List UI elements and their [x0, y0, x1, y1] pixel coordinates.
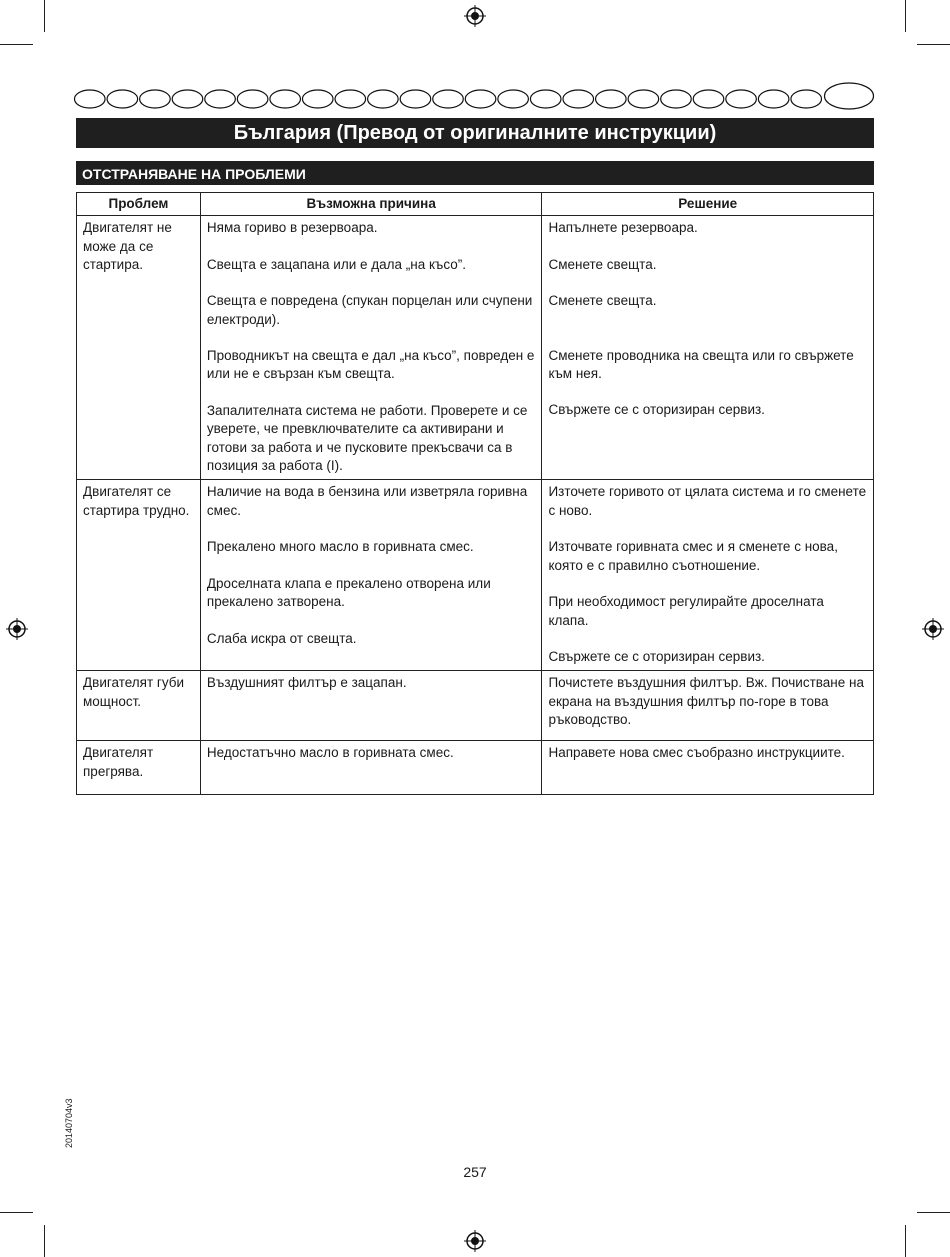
registration-mark-icon	[6, 618, 28, 640]
cause-text: Свещта е повредена (спукан порцелан или счупени електроди).	[206, 293, 533, 327]
language-tab-oval	[498, 90, 529, 108]
page-number: 257	[463, 1164, 487, 1180]
problem-cell: Двигателят не може да се стартира.	[77, 216, 201, 480]
cause-text: Наличие на вода в бензина или изветряла горивна смес.	[206, 484, 528, 518]
crop-mark	[905, 0, 906, 32]
language-tab-oval	[563, 90, 594, 108]
language-tab-oval	[205, 90, 236, 108]
table-row	[77, 671, 874, 741]
language-tab-oval	[433, 90, 464, 108]
problem-cell: Двигателят прегрява.	[77, 741, 201, 795]
language-tab-oval	[596, 90, 627, 108]
table-header-row	[77, 193, 874, 216]
solution-text: Свържете се с оторизиран сервиз.	[548, 402, 765, 418]
language-tab-oval-active	[825, 83, 874, 109]
cause-text: Няма гориво в резервоара.	[206, 220, 378, 236]
cause-cell	[200, 480, 542, 671]
crop-mark	[917, 44, 950, 45]
crop-mark	[0, 1212, 33, 1213]
solution-text: Почистете въздушния филтър. Вж. Почистване на екрана на въздушния филтър по-горе в това ръководство.	[548, 675, 864, 728]
language-tab-oval	[107, 90, 138, 108]
section-title: ОТСТРАНЯВАНЕ НА ПРОБЛЕМИ	[76, 161, 874, 185]
cause-text: Недостатъчно масло в горивната смес.	[206, 745, 454, 761]
solution-text: Направете нова смес съобразно инструкциите.	[548, 745, 845, 761]
solution-text: Сменете проводника на свещта или го свържете към нея.	[548, 347, 854, 382]
table-row	[77, 480, 874, 671]
table-row	[77, 741, 874, 795]
language-tab-oval	[335, 90, 366, 108]
language-tab-oval	[758, 90, 789, 108]
cause-cell	[200, 671, 542, 741]
registration-mark-icon	[922, 618, 944, 640]
language-tab-oval	[400, 90, 431, 108]
version-code: 20140704v3	[64, 1098, 74, 1148]
language-tab-oval	[726, 90, 757, 108]
cause-text: Свещта е зацапана или е дала „на късо”.	[206, 256, 467, 272]
cause-text: Дроселната клапа е прекалено отворена или прекалено затворена.	[206, 575, 491, 610]
language-tab-oval	[661, 90, 692, 108]
registration-mark-icon	[464, 1230, 486, 1252]
cause-text: Проводникът на свещта е дал „на късо”, повреден е или не е свързан към свещта.	[206, 348, 535, 382]
column-header-solution: Решение	[542, 193, 874, 216]
crop-mark	[44, 1225, 45, 1257]
solution-text: Сменете свещта.	[548, 293, 657, 309]
solution-text: При необходимост регулирайте дроселната клапа.	[548, 594, 824, 628]
solution-text: Източете горивото от цялата система и го сменете с ново.	[548, 484, 867, 518]
cause-text: Запалителната система не работи. Проверете и се уверете, че превключвателите са активирани и готови за работа и че пусковите прекъсвачи са в позиция за работа (I).	[206, 402, 528, 474]
language-tab-oval	[237, 90, 268, 108]
crop-mark	[0, 44, 33, 45]
cause-cell	[200, 741, 542, 795]
solution-text: Сменете свещта.	[548, 256, 657, 272]
language-tab-oval	[302, 90, 333, 108]
problem-cell: Двигателят се стартира трудно.	[77, 480, 201, 671]
language-tab-oval	[791, 90, 822, 108]
cause-text: Слаба искра от свещта.	[206, 630, 357, 646]
solution-text: Източвате горивната смес и я сменете с нова, която е с правилно съотношение.	[548, 539, 838, 573]
table-row	[77, 216, 874, 480]
problem-cell: Двигателят губи мощност.	[77, 671, 201, 741]
language-tab-oval	[172, 90, 203, 108]
language-tab-oval	[465, 90, 496, 108]
registration-mark-icon	[464, 5, 486, 27]
language-tab-ovals	[73, 82, 875, 110]
troubleshooting-table	[76, 192, 874, 795]
crop-mark	[44, 0, 45, 32]
solution-cell	[542, 671, 874, 741]
column-header-cause: Възможна причина	[200, 193, 542, 216]
column-header-problem: Проблем	[77, 193, 201, 216]
page-banner-title: България (Превод от оригиналните инструкции)	[76, 118, 874, 148]
solution-cell	[542, 216, 874, 480]
language-tab-oval	[75, 90, 106, 108]
language-tab-oval	[693, 90, 724, 108]
cause-text: Въздушният филтър е зацапан.	[206, 675, 407, 691]
solution-text: Напълнете резервоара.	[548, 220, 698, 236]
language-tab-oval	[368, 90, 399, 108]
cause-cell	[200, 216, 542, 480]
cause-text: Прекалено много масло в горивната смес.	[206, 539, 474, 555]
crop-mark	[917, 1212, 950, 1213]
language-tab-oval	[270, 90, 301, 108]
solution-cell	[542, 480, 874, 671]
crop-mark	[905, 1225, 906, 1257]
solution-cell	[542, 741, 874, 795]
language-tab-oval	[140, 90, 171, 108]
language-tab-oval	[530, 90, 561, 108]
language-tab-oval	[628, 90, 659, 108]
solution-text: Свържете се с оторизиран сервиз.	[548, 648, 765, 664]
